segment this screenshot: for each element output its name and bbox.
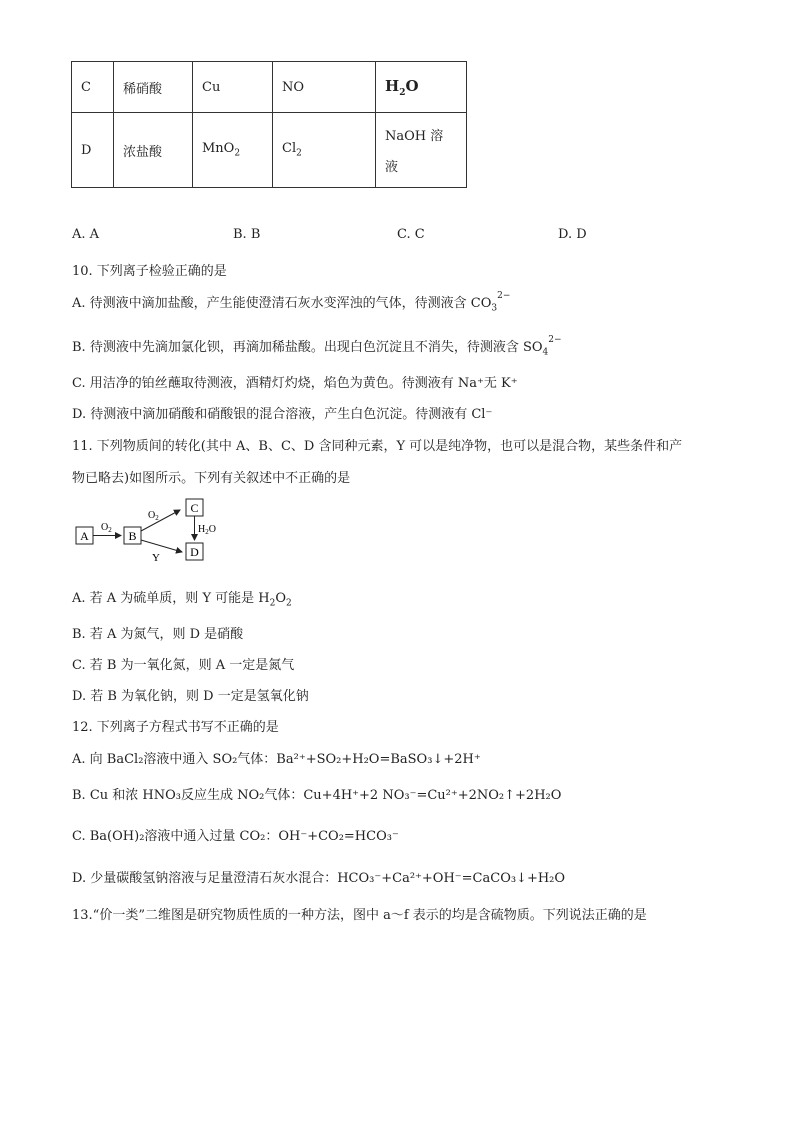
box-b-label: B <box>128 529 137 543</box>
box-d-label: D <box>190 545 199 559</box>
q11-stem-line2: 物已略去)如图所示。下列有关叙述中不正确的是 <box>72 471 351 486</box>
q11-option-b[interactable]: B. 若 A 为氮气，则 D 是硝酸 <box>72 627 244 642</box>
q9-option-d[interactable]: D. D <box>558 227 587 242</box>
q10-option-a[interactable]: A. 待测液中滴加盐酸，产生能使澄清石灰水变浑浊的气体，待测液含 $CO_3^{2-}$ <box>72 290 511 314</box>
gas-cell: $Cl_2$ <box>273 113 376 188</box>
box-c-label: C <box>190 501 199 515</box>
q12-stem: 12. 下列离子方程式书写不正确的是 <box>72 720 279 735</box>
conversion-diagram <box>70 494 230 566</box>
q12-option-c[interactable]: C. Ba(OH)₂溶液中通入过量 CO₂：OH⁻+CO₂=HCO₃⁻ <box>72 829 399 844</box>
reactant-cell: Cu <box>193 62 273 113</box>
q10-option-d[interactable]: D. 待测液中滴加硝酸和硝酸银的混合溶液，产生白色沉淀。待测液有 Cl⁻ <box>72 407 493 422</box>
table-row <box>72 113 467 188</box>
o2-label-1: $O_2$ <box>101 522 112 534</box>
table-row <box>72 62 467 113</box>
arrow-b-c <box>141 510 180 531</box>
q10-option-c[interactable]: C. 用洁净的铂丝蘸取待测液，酒精灯灼烧，焰色为黄色。待测液有 Na⁺无 K⁺ <box>72 376 518 391</box>
q11-option-a[interactable]: A. 若 A 为硫单质，则 Y 可能是 $H_2O_2$ <box>72 591 292 609</box>
row-label: C <box>72 62 114 113</box>
arrow-b-d <box>141 540 182 552</box>
absorber-line: 液 <box>385 160 399 175</box>
absorber-line: NaOH 溶 <box>385 129 444 144</box>
q9-option-c[interactable]: C. C <box>397 227 425 242</box>
q12-option-b[interactable]: B. Cu 和浓 HNO₃反应生成 NO₂气体：Cu+4H⁺+2 NO₃⁻=Cu²⁺+2NO₂↑+2H₂O <box>72 788 562 803</box>
q12-option-d[interactable]: D. 少量碳酸氢钠溶液与足量澄清石灰水混合：HCO₃⁻+Ca²⁺+OH⁻=CaCO₃↓+H₂O <box>72 871 566 886</box>
acid-cell: 稀硝酸 <box>114 62 193 113</box>
q13-stem: 13.“价一类”二维图是研究物质性质的一种方法，图中 a～f 表示的均是含硫物质。下列说法正确的是 <box>72 908 647 923</box>
acid-cell: 浓盐酸 <box>114 113 193 188</box>
q12-option-a[interactable]: A. 向 BaCl₂溶液中通入 SO₂气体：Ba²⁺+SO₂+H₂O=BaSO₃↓+2H⁺ <box>72 752 481 767</box>
q11-option-c[interactable]: C. 若 B 为一氧化氮，则 A 一定是氮气 <box>72 658 295 673</box>
option-text: B. 待测液中先滴加氯化钡，再滴加稀盐酸。出现白色沉淀且不消失，待测液含 SO <box>72 340 543 355</box>
q9-option-b[interactable]: B. B <box>233 227 261 242</box>
reactant-cell: MnO$_2$ <box>193 113 273 188</box>
reagent-table <box>71 61 467 188</box>
q11-option-d[interactable]: D. 若 B 为氧化钠，则 D 一定是氢氧化钠 <box>72 689 309 704</box>
y-label: Y <box>152 552 160 564</box>
option-text: A. 待测液中滴加盐酸，产生能使澄清石灰水变浑浊的气体，待测液含 CO <box>72 296 492 311</box>
gas-cell: NO <box>273 62 376 113</box>
q10-stem: 10. 下列离子检验正确的是 <box>72 264 227 279</box>
row-label: D <box>72 113 114 188</box>
q11-stem-line1: 11. 下列物质间的转化(其中 A、B、C、D 含同种元素，Y 可以是纯净物，也可以是混合物，某些条件和产 <box>72 439 683 454</box>
absorber-cell <box>376 113 467 188</box>
q10-option-b[interactable]: B. 待测液中先滴加氯化钡，再滴加稀盐酸。出现白色沉淀且不消失，待测液含 $SO_4^{2-}$ <box>72 334 562 358</box>
h2o-label: $H_2O$ <box>198 524 216 536</box>
box-a-label: A <box>80 529 89 543</box>
option-text: A. 若 A 为硫单质，则 Y 可能是 <box>72 591 255 606</box>
absorber-cell: $H_2O$ <box>376 62 467 113</box>
o2-label-2: $O_2$ <box>148 510 159 522</box>
q9-option-a[interactable]: A. A <box>72 227 100 242</box>
